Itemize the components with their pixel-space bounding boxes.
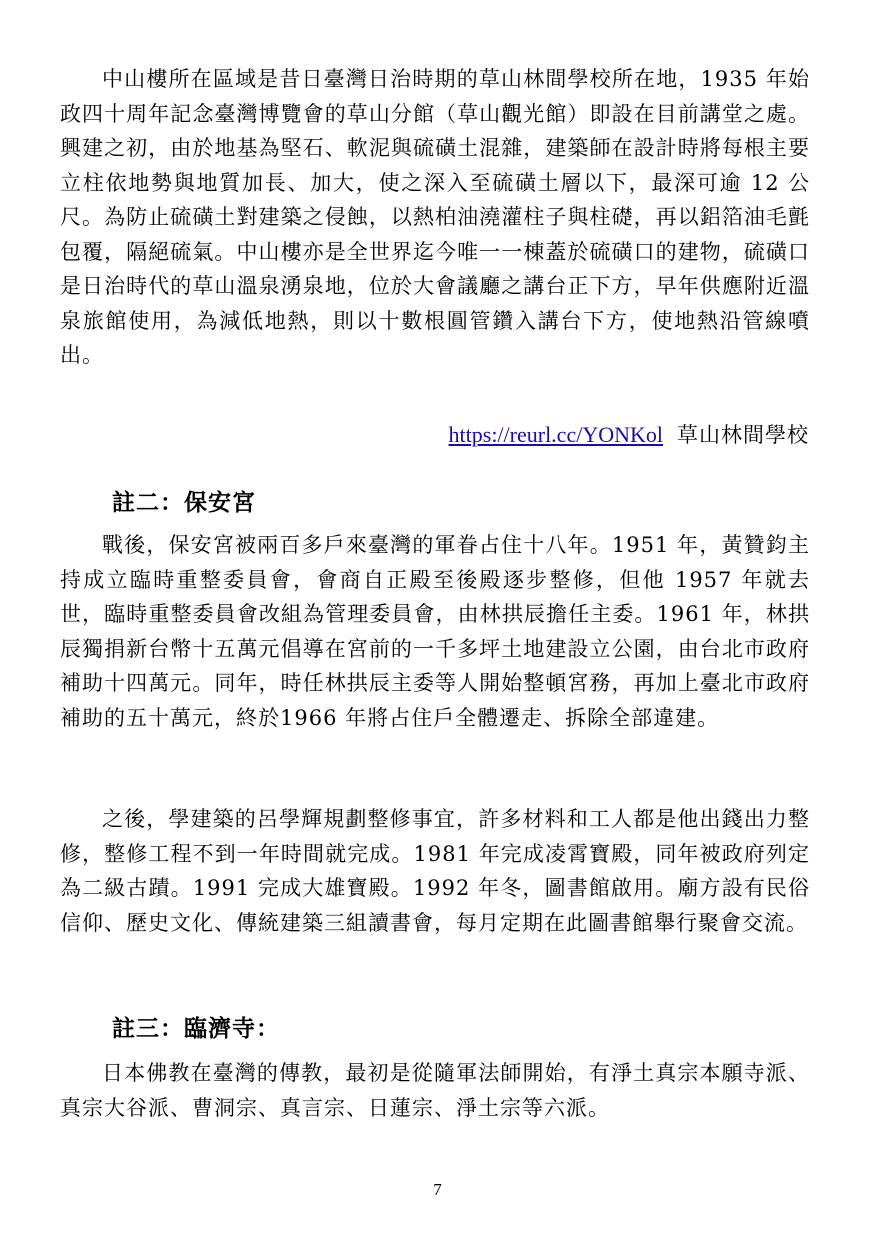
source-citation (449, 418, 809, 452)
intro-paragraph: 中山樓所在區域是昔日臺灣日治時期的草山林間學校所在地，1935 年始政四十周年記念臺灣博覽會的草山分館（草山觀光館）即設在目前講堂之處。興建之初，由於地基為堅石、軟泥與硫磺土混雜，建築師在設計時將每根主要立柱依地勢與地質加長、加大，使之深入至硫磺土層以下，最深可逾 12 公尺。為防止硫磺土對建築之侵蝕，以熱柏油澆灌柱子與柱礎，再以鋁箔油毛氈包覆，隔絕硫氣。中山樓亦是全世界迄今唯一一棟蓋於硫磺口的建物，硫磺口是日治時代的草山溫泉湧泉地，位於大會議廳之講台正下方，早年供應附近溫泉旅館使用，為減低地熱，則以十數根圓管鑽入講台下方，使地熱沿管線噴出。 (60, 67, 810, 367)
note2-paragraph-2: 之後，學建築的呂學輝規劃整修事宜，許多材料和工人都是他出錢出力整修，整修工程不到一年時間就完成。1981 年完成凌霄寶殿，同年被政府列定為二級古蹟。1991 完成大雄寶殿。1992 年冬，圖書館啟用。廟方設有民俗信仰、歷史文化、傳統建築三組讀書會，每月定期在此圖書館舉行聚會交流。 (60, 807, 810, 935)
page-number: 7 (433, 1180, 442, 1199)
source-link[interactable]: https://reurl.cc/YONKol (448, 422, 663, 447)
source-label: 草山林間學校 (677, 423, 809, 447)
note2-paragraph-1: 戰後，保安宮被兩百多戶來臺灣的軍眷占住十八年。1951 年，黃贊鈞主持成立臨時重整委員會，會商自正殿至後殿逐步整修，但他 1957 年就去世，臨時重整委員會改組為管理委員會，由林拱辰擔任主委。1961 年，林拱辰獨捐新台幣十五萬元倡導在宮前的一千多坪土地建設立公園，由台北市政府補助十四萬元。同年，時任林拱辰主委等人開始整頓宮務，再加上臺北市政府補助的五十萬元，終於1966 年將占住戶全體遷走、拆除全部違建。 (60, 533, 810, 730)
note3-heading: 註三：臨濟寺： (112, 1015, 280, 1042)
note2-heading: 註二：保安宮 (112, 489, 256, 516)
note3-paragraph: 日本佛教在臺灣的傳教，最初是從隨軍法師開始，有淨土真宗本願寺派、真宗大谷派、曹洞宗、真言宗、日蓮宗、淨土宗等六派。 (60, 1061, 810, 1120)
